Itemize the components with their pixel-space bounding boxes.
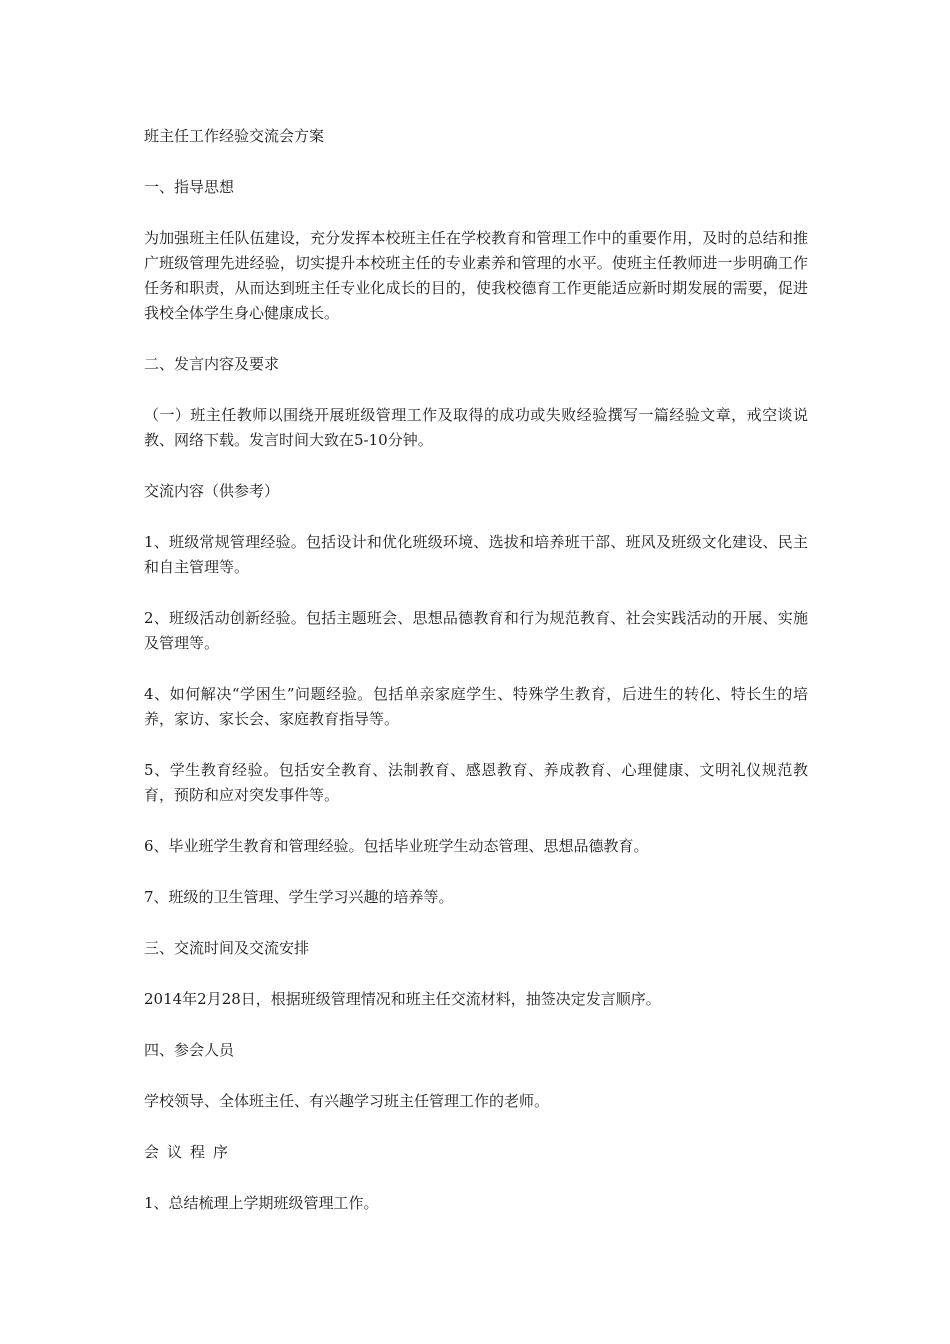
speech-requirement-paragraph: （一）班主任教师以围绕开展班级管理工作及取得的成功或失败经验撰写一篇经验文章，戒空谈说教、网络下载。发言时间大致在5-10分钟。 bbox=[144, 406, 808, 449]
section-heading-guiding-thought: 一、指导思想 bbox=[144, 178, 235, 196]
list-item: 6、毕业班学生教育和管理经验。包括毕业班学生动态管理、思想品德教育。 bbox=[144, 837, 649, 855]
procedure-item: 1、总结梳理上学期班级管理工作。 bbox=[144, 1194, 379, 1212]
section-heading-attendees: 四、参会人员 bbox=[144, 1041, 235, 1059]
list-item: 2、班级活动创新经验。包括主题班会、思想品德教育和行为规范教育、社会实践活动的开展、实施及管理等。 bbox=[144, 609, 808, 652]
exchange-content-heading: 交流内容（供参考） bbox=[144, 482, 280, 500]
list-item: 5、学生教育经验。包括安全教育、法制教育、感恩教育、养成教育、心理健康、文明礼仪规范教育，预防和应对突发事件等。 bbox=[144, 761, 808, 804]
list-item: 1、班级常规管理经验。包括设计和优化班级环境、选拔和培养班干部、班风及班级文化建设、民主和自主管理等。 bbox=[144, 533, 808, 576]
exchange-time-paragraph: 2014年2月28日，根据班级管理情况和班主任交流材料，抽签决定发言顺序。 bbox=[144, 990, 661, 1008]
section-heading-speech-content: 二、发言内容及要求 bbox=[144, 355, 280, 373]
attendees-paragraph: 学校领导、全体班主任、有兴趣学习班主任管理工作的老师。 bbox=[144, 1092, 550, 1110]
section-heading-exchange-time: 三、交流时间及交流安排 bbox=[144, 939, 310, 957]
meeting-procedure-heading: 会议程序 bbox=[144, 1143, 237, 1161]
list-item: 4、如何解决“学困生”问题经验。包括单亲家庭学生、特殊学生教育，后进生的转化、特长生的培养，家访、家长会、家庭教育指导等。 bbox=[144, 685, 808, 728]
document-body bbox=[144, 124, 808, 1242]
document-title: 班主任工作经验交流会方案 bbox=[144, 127, 325, 145]
list-item: 7、班级的卫生管理、学生学习兴趣的培养等。 bbox=[144, 888, 454, 906]
guiding-thought-paragraph: 为加强班主任队伍建设，充分发挥本校班主任在学校教育和管理工作中的重要作用，及时的总结和推广班级管理先进经验，切实提升本校班主任的专业素养和管理的水平。使班主任教师进一步明确工作任务和职责，从而达到班主任专业化成长的目的，使我校德育工作更能适应新时期发展的需要，促进我校全体学生身心健康成长。 bbox=[144, 229, 808, 322]
